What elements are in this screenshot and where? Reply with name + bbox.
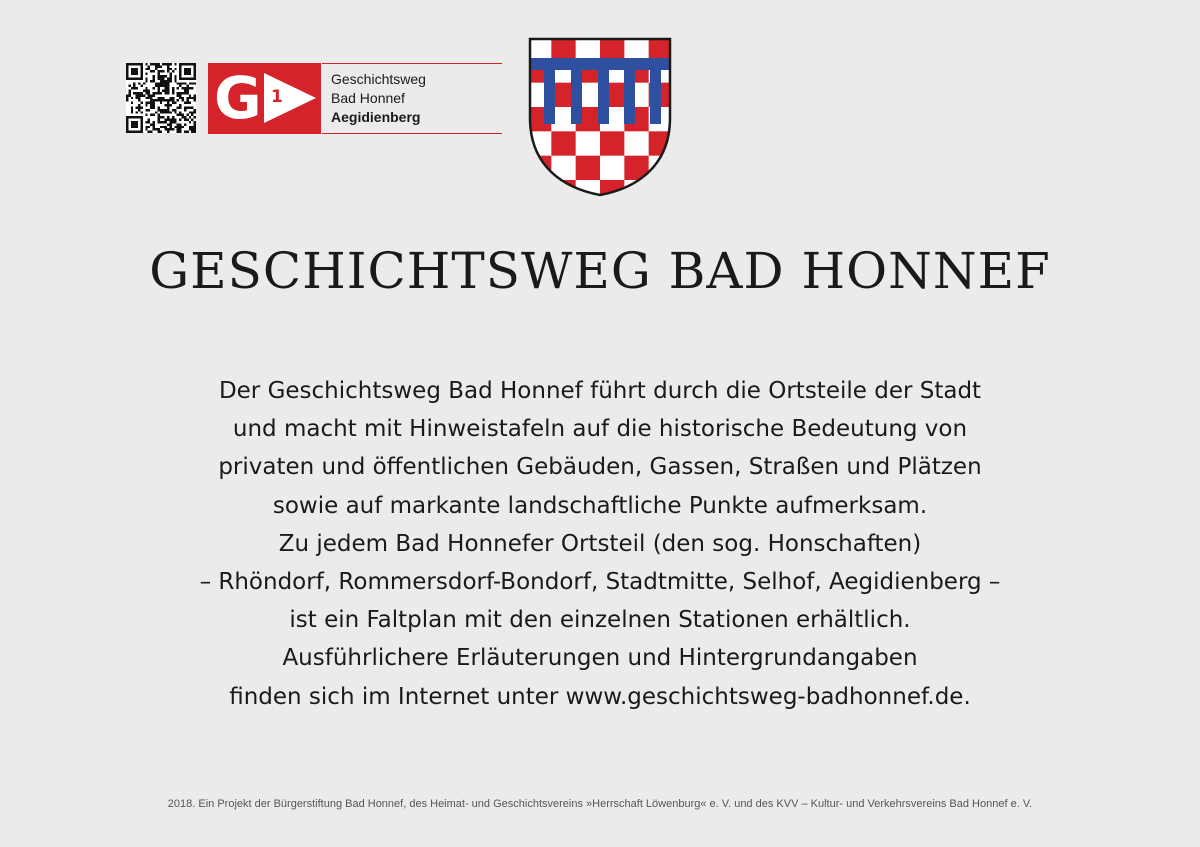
route-badge bbox=[208, 63, 321, 134]
header-rule-top bbox=[322, 63, 502, 64]
coat-of-arms-icon bbox=[527, 36, 673, 198]
description-line: Ausführlichere Erläuterungen und Hintergrundangaben bbox=[282, 645, 918, 672]
description-line: ist ein Faltplan mit den einzelnen Stationen erhältlich. bbox=[289, 607, 911, 634]
badge-number: 1 bbox=[271, 87, 283, 107]
description-line: privaten und öffentlichen Gebäuden, Gassen, Straßen und Plätzen bbox=[218, 454, 982, 481]
description-text bbox=[100, 372, 1100, 716]
description-line: – Rhöndorf, Rommersdorf-Bondorf, Stadtmitte, Selhof, Aegidienberg – bbox=[199, 569, 1001, 596]
footer-credits: 2018. Ein Projekt der Bürgerstiftung Bad Honnef, des Heimat- und Geschichtsvereins »Herrschaft Löwenburg« e. V. und des KVV – Kultur- und Verkehrsvereins Bad Honnef e. V. bbox=[167, 798, 1033, 810]
badge-letter: G bbox=[214, 64, 262, 132]
qr-code-icon bbox=[126, 63, 196, 133]
page-title: GESCHICHTSWEG BAD HONNEF bbox=[149, 242, 1051, 300]
description-line: finden sich im Internet unter www.geschichtsweg-badhonnef.de. bbox=[229, 683, 971, 710]
series-label bbox=[331, 70, 426, 127]
description-line: Zu jedem Bad Honnefer Ortsteil (den sog. Honschaften) bbox=[278, 530, 922, 557]
description-line: und macht mit Hinweistafeln auf die historische Bedeutung von bbox=[232, 416, 968, 443]
series-line-2: Bad Honnef bbox=[331, 90, 405, 106]
series-line-3: Aegidienberg bbox=[331, 109, 421, 125]
description-line: sowie auf markante landschaftliche Punkte aufmerksam. bbox=[272, 492, 928, 519]
description-line: Der Geschichtsweg Bad Honnef führt durch die Ortsteile der Stadt bbox=[218, 378, 982, 404]
series-line-1: Geschichtsweg bbox=[331, 71, 426, 87]
header-rule-bottom bbox=[322, 133, 502, 134]
